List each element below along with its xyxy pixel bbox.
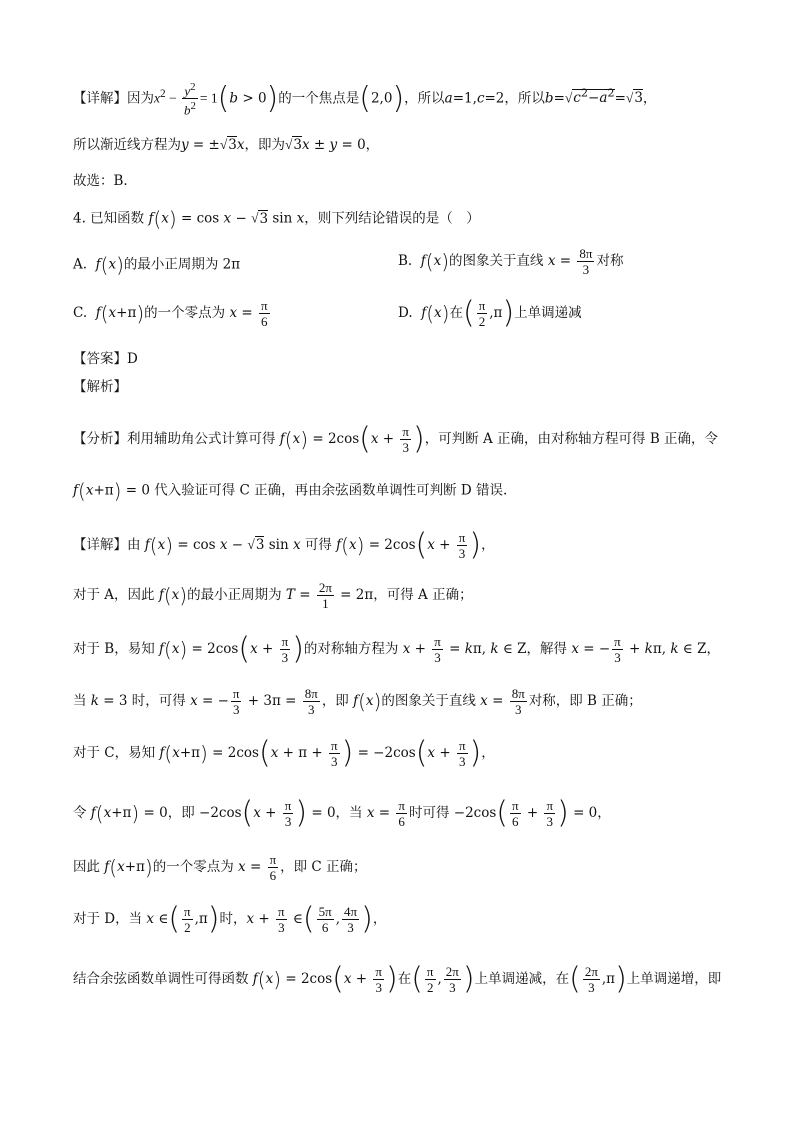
detail-c-1: 对于 C，易知 f(x+π) = 2cos(x + π + $\frac{\pi}{3}$ ) = −2cos(x + $\frac{\pi}{3}$ )， <box>73 735 495 771</box>
option-b: B. f(x)的图象关于直线 x = $\frac{8\pi}{3}$ 对称 <box>398 246 624 277</box>
option-c: C. f(x+π)的一个零点为 x = $\frac{\pi}{6}$ <box>73 298 268 329</box>
line-choice: 故选：B. <box>73 173 128 189</box>
detail-c-2: 令 f(x+π) = 0，即 −2cos(x + $\frac{\pi}{3}$ ) = 0，当 x = $\frac{\pi}{6}$ 时可得 −2cos( $\frac{\pi}{6}$ + $\frac{\pi}{3}$ ) = 0， <box>73 795 611 831</box>
detail-b-1: 对于 B，易知 f(x) = 2cos(x + $\frac{\pi}{3}$ )的对称轴方程为 x + $\frac{\pi}{3}$ = kπ, k ∈ Z，解得 x = − $\frac{\pi}{3}$ + kπ, k ∈ Z， <box>73 631 720 667</box>
line-detail-2: 所以渐近线方程为y = ±√3x，即为√3x ± y = 0， <box>73 137 380 153</box>
detail-a: 对于 A，因此 f(x)的最小正周期为 T = $\frac{2\pi}{1}$ = 2π，可得 A 正确； <box>73 580 473 611</box>
option-a: A. f(x)的最小正周期为 2π <box>73 253 241 277</box>
answer: 【答案】D <box>73 351 138 367</box>
detail-c-3: 因此 f(x+π)的一个零点为 x = $\frac{\pi}{6}$ ，即 C 正确； <box>73 852 367 883</box>
analysis-heading: 【解析】 <box>73 379 127 395</box>
line-detail-1: 【详解】因为$x^2$ − $\frac{y^2}{b^2}$ = 1(b > 0)的一个焦点是(2,0)，所以a=1,c=2，所以$b=√c^2-a^2=√3$， <box>73 80 657 118</box>
option-d: D. f(x)在( $\frac{\pi}{2}$ ,π)上单调递减 <box>398 295 582 331</box>
detail-d-2: 结合余弦函数单调性可得函数 f(x) = 2cos(x + $\frac{\pi}{3}$ )在( $\frac{\pi}{2}$ , $\frac{2\pi}{3}$ )上单调递减，在( $\frac{2\pi}{3}$ ,π)上单调递增，即 <box>73 961 722 997</box>
detail-b-2: 当 k = 3 时，可得 x = − $\frac{\pi}{3}$ + 3π = $\frac{8\pi}{3}$ ，即 f(x)的图象关于直线 x = $\frac{8\pi}{3}$ 对称，即 B 正确； <box>73 686 642 717</box>
detail-line-1: 【详解】由 f(x) = cos x − √3 sin x 可得 f(x) = 2cos(x + $\frac{\pi}{3}$ )， <box>73 527 495 563</box>
detail-d-1: 对于 D，当 x ∈( $\frac{\pi}{2}$ ,π)时，x + $\frac{\pi}{3}$ ∈( $\frac{5\pi}{6}$ , $\frac{4\pi}{3}$ )， <box>73 901 387 937</box>
analysis-line-1: 【分析】利用辅助角公式计算可得 f(x) = 2cos(x + $\frac{\pi}{3}$ )，可判断 A 正确，由对称轴方程可得 B 正确，令 <box>73 421 719 457</box>
question-4: 4. 已知函数 f(x) = cos x − √3 sin x，则下列结论错误的是（ ） <box>73 207 480 231</box>
analysis-line-2: f(x+π) = 0 代入验证可得 C 正确，再由余弦函数单调性可判断 D 错误. <box>73 479 508 503</box>
